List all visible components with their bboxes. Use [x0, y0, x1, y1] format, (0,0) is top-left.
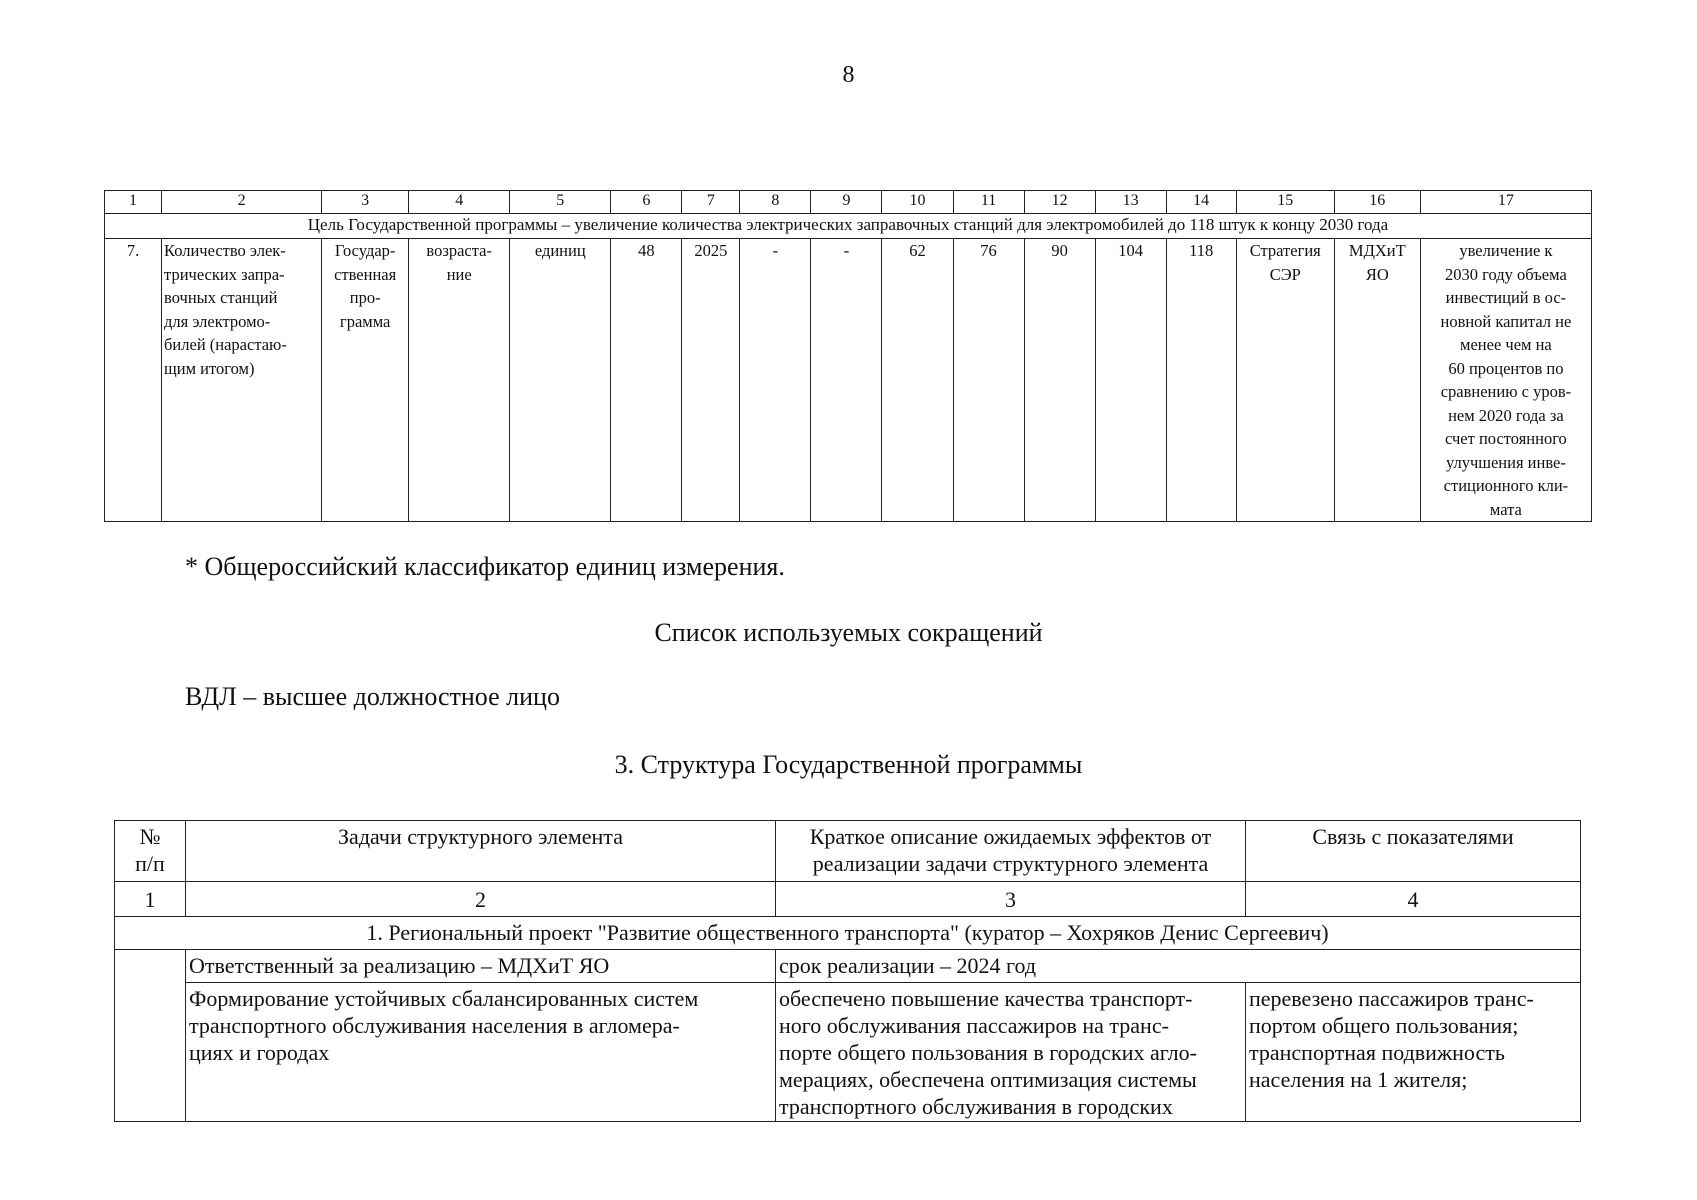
goal-cell: Цель Государственной программы – увеличение количества электрических заправочных станций для электромобилей до 118 штук к концу 2030 года: [105, 214, 1592, 239]
value-col-10: 62: [882, 239, 953, 522]
empty-number-cell: [115, 950, 186, 1122]
header-cell: 16: [1334, 191, 1420, 214]
responsible-cell: Ответственный за реализацию – МДХиТ ЯО: [186, 950, 776, 983]
header-cell: 14: [1166, 191, 1236, 214]
header-cell: 9: [811, 191, 882, 214]
header-cell: 6: [611, 191, 682, 214]
header-number: № п/п: [115, 821, 186, 882]
header-cell: 7: [682, 191, 740, 214]
header-cell: 13: [1095, 191, 1166, 214]
project-title: 1. Региональный проект "Развитие общественного транспорта" (куратор – Хохряков Денис Сергеевич): [115, 917, 1581, 950]
value-col-11: 76: [953, 239, 1024, 522]
column-number: 3: [776, 882, 1246, 917]
header-cell: 15: [1236, 191, 1334, 214]
column-number: 4: [1246, 882, 1581, 917]
base-value: 48: [611, 239, 682, 522]
related-indicator: увеличение к 2030 году объема инвестиций в ос- новной капитал не менее чем на 60 процентов по сравнению с уров- нем 2020 года за счет постоянного улучшения инве- стиционного кли- мата: [1420, 239, 1591, 522]
header-cell: 10: [882, 191, 953, 214]
section-title: 3. Структура Государственной программы: [614, 750, 1083, 779]
table-row: [115, 983, 1581, 1122]
header-cell: 3: [322, 191, 409, 214]
period-cell: срок реализации – 2024 год: [776, 950, 1581, 983]
program-structure-table: [114, 820, 1581, 1122]
footnote: * Общероссийский классификатор единиц измерения.: [185, 552, 785, 581]
page-number: 8: [842, 62, 855, 88]
value-col-12: 90: [1024, 239, 1095, 522]
header-indicators: Связь с показателями: [1246, 821, 1581, 882]
header-cell: 11: [953, 191, 1024, 214]
task-text: Формирование устойчивых сбалансированных систем транспортного обслуживания населения в агломера- циях и городах: [189, 986, 699, 1065]
header-cell: 17: [1420, 191, 1591, 214]
responsible-body: МДХиТ ЯО: [1334, 239, 1420, 522]
indicator-level: Государ- ственная про- грамма: [322, 239, 409, 522]
header-cell: 1: [105, 191, 162, 214]
header-cell: 2: [162, 191, 322, 214]
indicator-cell: [1246, 983, 1581, 1122]
abbreviation-item: ВДЛ – высшее должностное лицо: [185, 682, 560, 711]
indicator-text: перевезено пассажиров транс- портом общего пользования; транспортная подвижность населения на 1 жителя;: [1249, 986, 1534, 1092]
header-cell: 4: [409, 191, 510, 214]
indicators-table: [104, 190, 1592, 522]
column-number: 1: [115, 882, 186, 917]
goal-row: [105, 214, 1592, 239]
value-col-9: -: [811, 239, 882, 522]
value-col-8: -: [740, 239, 811, 522]
header-tasks: Задачи структурного элемента: [186, 821, 776, 882]
table-row: [105, 239, 1592, 522]
project-row: [115, 917, 1581, 950]
header-cell: 8: [740, 191, 811, 214]
effect-cell: [776, 983, 1246, 1122]
header-cell: 12: [1024, 191, 1095, 214]
value-col-14: 118: [1166, 239, 1236, 522]
indicator-unit: единиц: [510, 239, 611, 522]
column-numbers-row: [115, 882, 1581, 917]
table-header-row: [115, 821, 1581, 882]
row-number: 7.: [105, 239, 162, 522]
responsible-row: [115, 950, 1581, 983]
indicator-trend: возраста- ние: [409, 239, 510, 522]
task-cell: [186, 983, 776, 1122]
value-col-13: 104: [1095, 239, 1166, 522]
header-effects: Краткое описание ожидаемых эффектов от реализации задачи структурного элемента: [776, 821, 1246, 882]
base-year: 2025: [682, 239, 740, 522]
effect-text: обеспечено повышение качества транспорт- ного обслуживания пассажиров на транс- порте общего пользования в городских агло- мерациях, обеспечена оптимизация системы транспортного обслуживания в городских: [779, 986, 1197, 1119]
column-number: 2: [186, 882, 776, 917]
abbreviations-title: Список используемых сокращений: [654, 618, 1043, 647]
header-cell: 5: [510, 191, 611, 214]
indicator-name: Количество элек- трических запра- вочных станций для электромо- билей (нарастаю- щим итогом): [162, 239, 322, 522]
table-header-row: [105, 191, 1592, 214]
source-document: Стратегия СЭР: [1236, 239, 1334, 522]
